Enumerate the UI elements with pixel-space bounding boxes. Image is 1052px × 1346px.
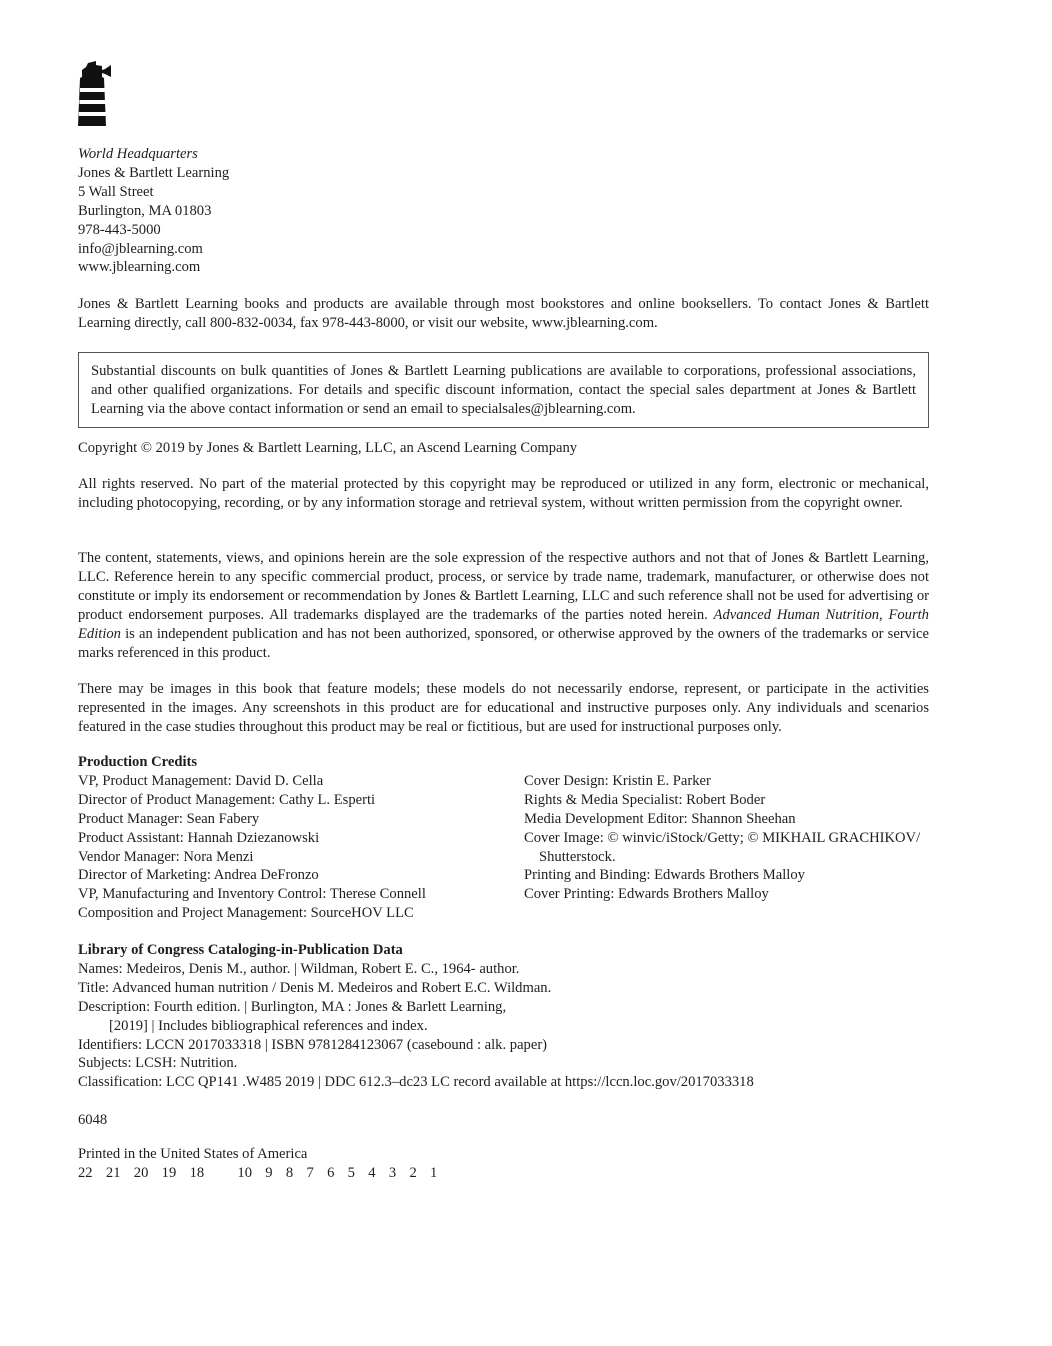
credit-line: Director of Marketing: Andrea DeFronzo [78,867,319,884]
disclaimer-text-end: is an independent publication and has not been authorized, sponsored, or otherwise approved by the owners of the trademarks or service marks referenced in this product. [78,625,929,661]
hq-line: 978-443-5000 [78,221,161,238]
credit-line: Director of Product Management: Cathy L. Esperti [78,791,376,808]
cip-description-cont: [2019] | Includes bibliographical references and index. [109,1017,428,1034]
cip-classification: Classification: LCC QP141 .W485 2019 | DDC 612.3–dc23 LC record available at https://lccn.loc.gov/2017033318 [78,1074,754,1091]
disclaimer-paragraph [78,549,929,662]
printed-in: Printed in the United States of America [78,1146,308,1162]
book-title: Advanced Human Nutrition, Fourth Edition [78,606,929,642]
credit-line: Product Manager: Sean Fabery [78,810,260,827]
credit-line: Vendor Manager: Nora Menzi [78,848,254,865]
credit-line: Printing and Binding: Edwards Brothers Malloy [524,867,805,884]
printing-info [78,1145,929,1183]
credit-line: Cover Design: Kristin E. Parker [524,772,711,789]
credit-line: Product Assistant: Hannah Dziezanowski [78,829,320,846]
cip-identifiers: Identifiers: LCCN 2017033318 | ISBN 9781284123067 (casebound : alk. paper) [78,1036,548,1053]
hq-line: Burlington, MA 01803 [78,202,212,219]
cip-description: Description: Fourth edition. | Burlington, MA : Jones & Barlett Learning, [78,998,507,1015]
copyright-line: Copyright © 2019 by Jones & Bartlett Learning, LLC, an Ascend Learning Company [78,440,578,456]
cip-subjects: Subjects: LCSH: Nutrition. [78,1055,238,1072]
images-paragraph: There may be images in this book that feature models; these models do not necessarily endorse, represent, or participate in the activities represented in the images. Any screenshots in this product are for educational and instructive purposes only. Any individuals and scenarios featured in the case studies throughout this product may be real or fictitious, but are used for instructional purposes only. [78,681,929,735]
hq-title: World Headquarters [78,146,198,162]
notice-text: Substantial discounts on bulk quantities of Jones & Bartlett Learning publications are available to corporations, professional associations, and other qualified organizations. For details and specific discount information, contact the special sales department at Jones & Bartlett Learning via the above contact information or send an email to specialsales@jblearning.com. [91,363,916,417]
credits-right-column [524,772,920,904]
credit-line: Composition and Project Management: SourceHOV LLC [78,905,414,922]
bulk-discount-notice [78,352,929,428]
credit-line: Cover Image: © winvic/iStock/Getty; © MIKHAIL GRACHIKOV/ [524,829,921,846]
availability-paragraph: Jones & Bartlett Learning books and products are available through most bookstores and online booksellers. To contact Jones & Bartlett Learning directly, call 800-832-0034, fax 978-443-8000, or visit our website, www.jblearning.com. [78,296,929,331]
cip-title: Title: Advanced human nutrition / Denis M. Medeiros and Robert E.C. Wildman. [78,979,552,996]
credit-line: VP, Manufacturing and Inventory Control: Therese Connell [78,886,426,903]
cip-data [78,941,929,1092]
lighthouse-icon [78,61,112,126]
credit-line: Shutterstock. [539,848,616,865]
credit-line: Rights & Media Specialist: Robert Boder [524,791,766,808]
print-line-numbers: 22 21 20 19 18 10 9 8 7 6 5 4 3 2 1 [78,1164,438,1181]
credits-left-column [78,772,426,923]
headquarters-address [78,145,229,277]
hq-line: Jones & Bartlett Learning [78,164,230,181]
credit-line: Media Development Editor: Shannon Sheehan [524,810,796,827]
hq-line: 5 Wall Street [78,183,154,200]
print-code: 6048 [78,1112,108,1128]
disclaimer-text: The content, statements, views, and opinions herein are the sole expression of the respective authors and not that of Jones & Bartlett Learning, LLC. Reference herein to any specific commercial product, process, or service by trade name, trademark, manufacturer, or otherwise does not constitute or imply its endorsement or recommendation by Jones & Bartlett Learning, LLC and such reference shall not be used for advertising or product endorsement purposes. All trademarks displayed are the trademarks of the parties noted herein. [78,550,929,623]
production-credits [78,753,929,923]
cip-names: Names: Medeiros, Denis M., author. | Wildman, Robert E. C., 1964- author. [78,960,520,977]
hq-line: www.jblearning.com [78,259,201,276]
credit-line: Cover Printing: Edwards Brothers Malloy [524,886,769,903]
hq-line: info@jblearning.com [78,240,203,257]
rights-paragraph: All rights reserved. No part of the material protected by this copyright may be reproduced or utilized in any form, electronic or mechanical, including photocopying, recording, or by any information storage and retrieval system, without written permission from the copyright owner. [78,476,929,511]
credit-line: VP, Product Management: David D. Cella [78,772,324,789]
cip-heading: Library of Congress Cataloging-in-Publication Data [78,942,403,958]
credits-heading: Production Credits [78,754,198,770]
